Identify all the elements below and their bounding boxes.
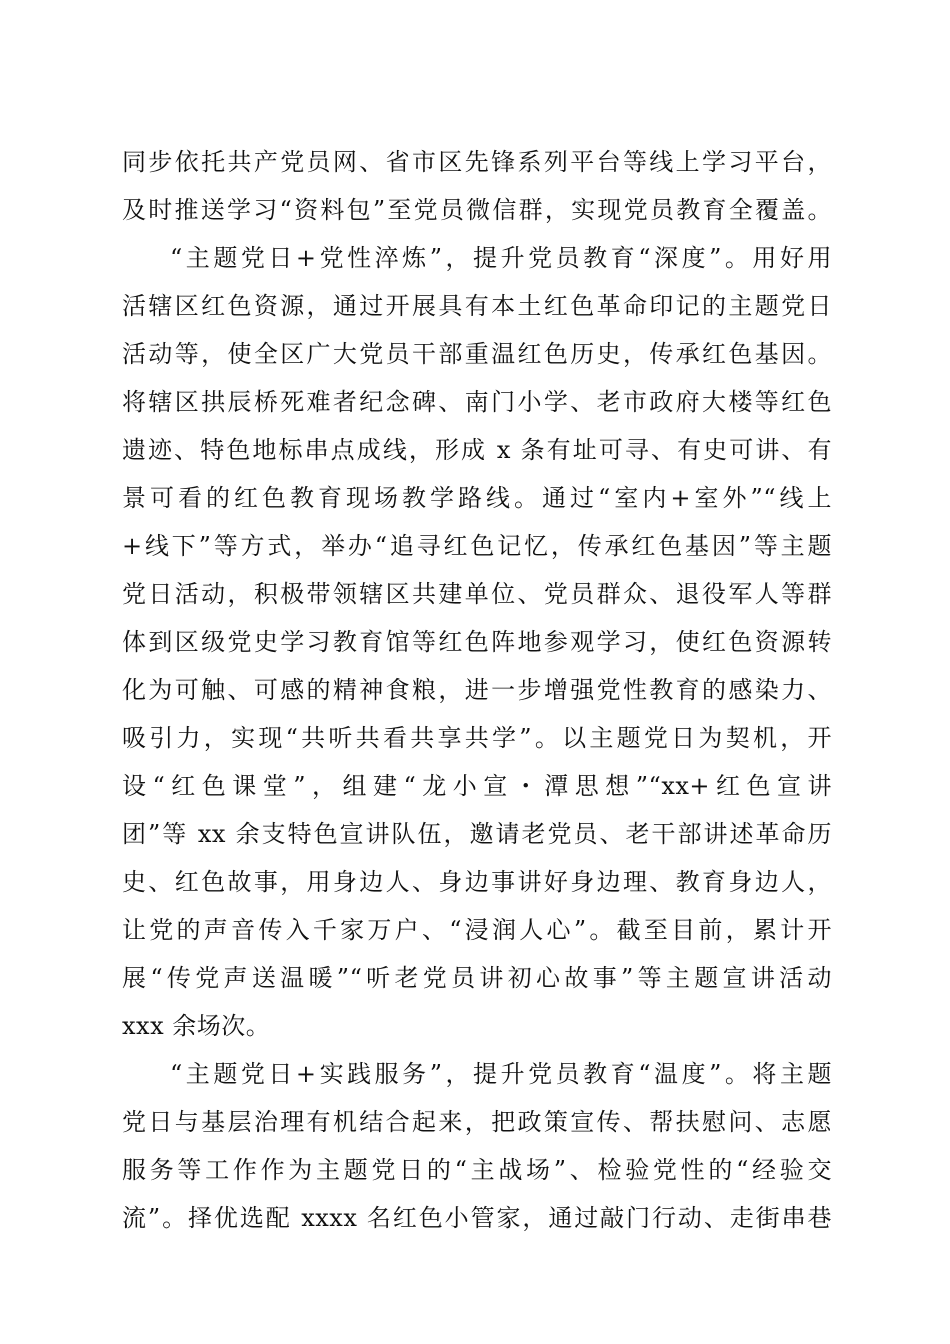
- paragraph-start-line: “主题党日+实践服务”，提升党员教育“温度”。将主题: [170, 1060, 832, 1088]
- text-line: 体到区级党史学习教育馆等红色阵地参观学习，使红色资源转: [122, 628, 832, 656]
- text-line: 展“传党声送温暖”“听老党员讲初心故事”等主题宣讲活动: [122, 964, 832, 992]
- text-line: 化为可触、可感的精神食粮，进一步增强党性教育的感染力、: [122, 676, 832, 704]
- paragraph-end-line: xxx 余场次。: [122, 1012, 271, 1040]
- text-line: 党日活动，积极带领辖区共建单位、党员群众、退役军人等群: [122, 580, 832, 608]
- text-line: 设“红色课堂”，组建“龙小宣・潭思想”“xx+红色宣讲: [122, 772, 832, 800]
- text-line: 服务等工作作为主题党日的“主战场”、检验党性的“经验交: [122, 1156, 832, 1184]
- text-line: 活辖区红色资源，通过开展具有本土红色革命印记的主题党日: [122, 292, 832, 320]
- text-line: 史、红色故事，用身边人、身边事讲好身边理、教育身边人，: [122, 868, 832, 896]
- text-line: 遗迹、特色地标串点成线，形成 x 条有址可寻、有史可讲、有: [122, 436, 832, 464]
- text-line: 活动等，使全区广大党员干部重温红色历史，传承红色基因。: [122, 340, 832, 368]
- text-line: 流”。择优选配 xxxx 名红色小管家，通过敲门行动、走街串巷: [122, 1204, 832, 1232]
- text-line: 将辖区拱辰桥死难者纪念碑、南门小学、老市政府大楼等红色: [122, 388, 832, 416]
- text-line: 及时推送学习“资料包”至党员微信群，实现党员教育全覆盖。: [122, 196, 832, 224]
- text-line: +线下”等方式，举办“追寻红色记忆，传承红色基因”等主题: [122, 532, 832, 560]
- text-line: 团”等 xx 余支特色宣讲队伍，邀请老党员、老干部讲述革命历: [122, 820, 832, 848]
- paragraph-start-line: “主题党日+党性淬炼”，提升党员教育“深度”。用好用: [170, 244, 832, 272]
- text-line: 同步依托共产党员网、省市区先锋系列平台等线上学习平台，: [122, 148, 832, 176]
- text-line: 吸引力，实现“共听共看共享共学”。以主题党日为契机，开: [122, 724, 832, 752]
- text-line: 党日与基层治理有机结合起来，把政策宣传、帮扶慰问、志愿: [122, 1108, 832, 1136]
- text-line: 让党的声音传入千家万户、“浸润人心”。截至目前，累计开: [122, 916, 832, 944]
- text-line: 景可看的红色教育现场教学路线。通过“室内+室外”“线上: [122, 484, 832, 512]
